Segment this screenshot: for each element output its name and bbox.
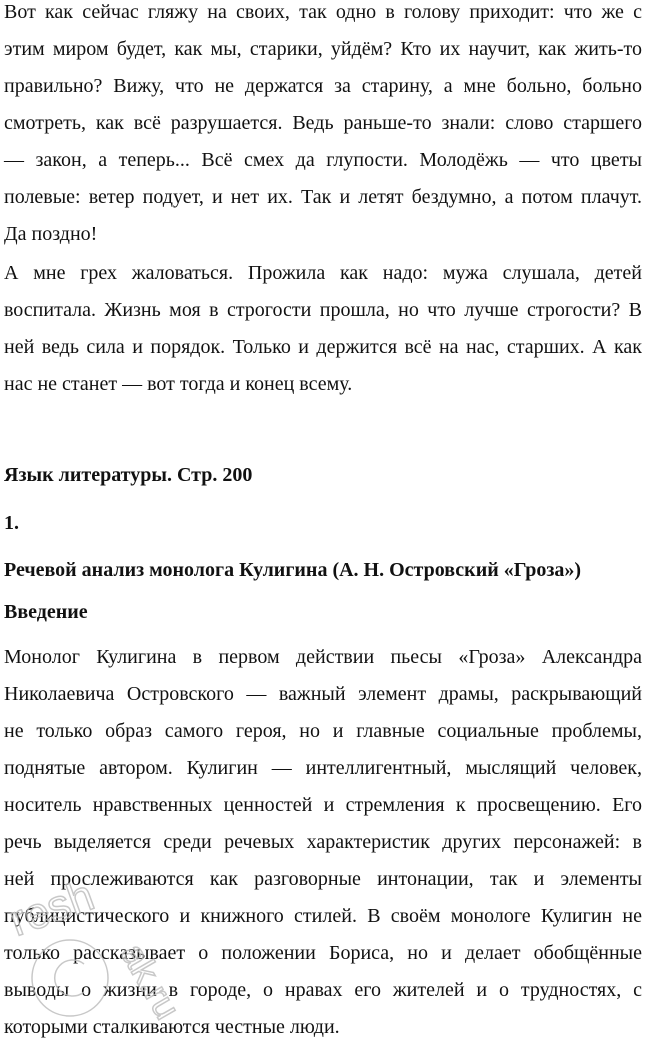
- text-line: не только образ самого героя, но и главные социальные проблемы,: [4, 720, 642, 742]
- text-line: публицистического и книжного стилей. В своём монологе Кулигин не: [4, 905, 642, 927]
- text-line: только рассказывает о положении Бориса, но и делает обобщённые: [4, 942, 642, 964]
- paragraph-1: [4, 0, 642, 253]
- paragraph-2: [4, 255, 642, 403]
- task-number: 1.: [4, 512, 19, 534]
- text-line: речь выделяется среди речевых характеристик других персонажей: в: [4, 831, 642, 853]
- text-line: смотреть, как всё разрушается. Ведь раньше-то знали: слово старшего: [4, 112, 642, 134]
- section-heading: Язык литературы. Стр. 200: [4, 464, 253, 486]
- text-line: полевые: ветер подует, и нет их. Так и летят бездумно, а потом плачут.: [4, 186, 642, 208]
- svg-text:ak.ru: ak.ru: [113, 936, 189, 1027]
- text-line: нас не станет — вот тогда и конец всему.: [4, 373, 353, 395]
- intro-heading: Введение: [4, 601, 88, 623]
- text-line: носитель нравственных ценностей и стремления к просвещению. Его: [4, 794, 642, 816]
- text-line: поднятые автором. Кулигин — интеллигентный, мыслящий человек,: [4, 757, 642, 779]
- text-line: — закон, а теперь... Всё смех да глупости. Молодёжь — что цветы: [4, 149, 642, 171]
- text-line: выводы о жизни в городе, о нравах его жителей и о трудностях, с: [4, 979, 642, 1001]
- analysis-title: Речевой анализ монолога Кулигина (А. Н. Островский «Гроза»): [4, 559, 582, 581]
- text-line: А мне грех жаловаться. Прожила как надо: мужа слушала, детей: [4, 262, 642, 284]
- paragraph-3: [4, 639, 642, 1046]
- text-line: Монолог Кулигина в первом действии пьесы «Гроза» Александра: [4, 646, 642, 668]
- text-line: правильно? Вижу, что не держатся за старину, а мне больно, больно: [4, 75, 642, 97]
- text-line: ней ведь сила и порядок. Только и держится всё на нас, старших. А как: [4, 336, 642, 358]
- text-line: ней прослеживаются как разговорные интонации, так и элементы: [4, 868, 642, 890]
- text-line: воспитала. Жизнь моя в строгости прошла, но что лучше строгости? В: [4, 299, 642, 321]
- text-line: которыми сталкиваются честные люди.: [4, 1016, 340, 1038]
- svg-text:resh: resh: [3, 870, 101, 946]
- text-line: Николаевича Островского — важный элемент драмы, раскрывающий: [4, 683, 642, 705]
- text-line: этим миром будет, как мы, старики, уйдём? Кто их научит, как жить-то: [4, 38, 642, 60]
- text-line: Вот как сейчас гляжу на своих, так одно в голову приходит: что же с: [4, 1, 642, 23]
- text-line: Да поздно!: [4, 223, 98, 245]
